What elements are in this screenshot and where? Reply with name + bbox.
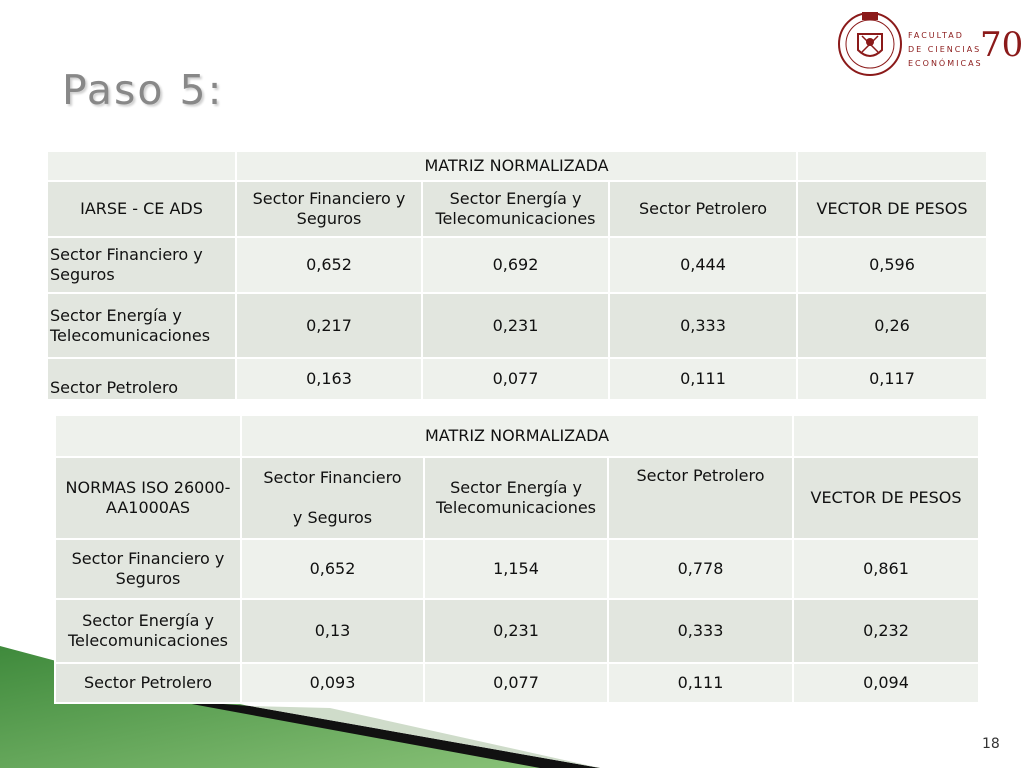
matrix-value: 0,231 (422, 293, 609, 358)
column-header: Sector Petrolero (608, 457, 793, 539)
matrix-value: 0,444 (609, 237, 797, 293)
matrix-value: 0,077 (422, 358, 609, 400)
vector-header: VECTOR DE PESOS (797, 181, 987, 237)
matrix-value: 0,333 (608, 599, 793, 663)
empty-cell (47, 151, 236, 181)
matrix-value: 0,093 (241, 663, 424, 703)
page-number: 18 (982, 736, 1000, 752)
column-header: Sector Financiero y Seguros (236, 181, 422, 237)
anniversary-mark: 70 (980, 25, 1024, 65)
matrix-value: 0,163 (236, 358, 422, 400)
row-label: Sector Petrolero (55, 663, 241, 703)
table-row (55, 663, 979, 703)
table-row (55, 539, 979, 599)
row-label: Sector Energía y Telecomunicaciones (55, 599, 241, 663)
row-label: Sector Financiero y Seguros (47, 237, 236, 293)
row-label: Sector Energía y Telecomunicaciones (47, 293, 236, 358)
matrix-value: 0,111 (609, 358, 797, 400)
matrix-value: 0,077 (424, 663, 608, 703)
column-header: Sector Energía y Telecomunicaciones (424, 457, 608, 539)
slide-title: Paso 5: (62, 66, 224, 114)
matrix-value: 0,217 (236, 293, 422, 358)
matrix-value: 0,652 (236, 237, 422, 293)
row-header-label: NORMAS ISO 26000- AA1000AS (55, 457, 241, 539)
column-header: Sector Petrolero (609, 181, 797, 237)
row-label: Sector Financiero y Seguros (55, 539, 241, 599)
empty-cell (55, 415, 241, 457)
weight-value: 0,596 (797, 237, 987, 293)
matrix-value: 0,692 (422, 237, 609, 293)
matrix-header: MATRIZ NORMALIZADA (241, 415, 793, 457)
matrix-value: 1,154 (424, 539, 608, 599)
column-header (241, 457, 424, 539)
table-row (47, 237, 987, 293)
column-header-line: Sector Financiero (263, 468, 402, 487)
matrix-value: 0,111 (608, 663, 793, 703)
weight-value: 0,094 (793, 663, 979, 703)
matrix-value: 0,333 (609, 293, 797, 358)
table-row (55, 599, 979, 663)
normalized-matrix-table-1 (46, 150, 988, 401)
weight-value: 0,232 (793, 599, 979, 663)
column-header: Sector Energía y Telecomunicaciones (422, 181, 609, 237)
matrix-value: 0,231 (424, 599, 608, 663)
matrix-value: 0,652 (241, 539, 424, 599)
row-header-label: IARSE - CE ADS (47, 181, 236, 237)
matrix-value: 0,13 (241, 599, 424, 663)
table-row (47, 293, 987, 358)
matrix-value: 0,778 (608, 539, 793, 599)
weight-value: 0,117 (797, 358, 987, 400)
vector-header: VECTOR DE PESOS (793, 457, 979, 539)
university-seal-icon (836, 6, 904, 82)
weight-value: 0,26 (797, 293, 987, 358)
empty-cell (793, 415, 979, 457)
matrix-header: MATRIZ NORMALIZADA (236, 151, 797, 181)
empty-cell (797, 151, 987, 181)
column-header-line: y Seguros (292, 508, 373, 527)
row-label: Sector Petrolero (47, 358, 236, 400)
table-row (47, 358, 987, 400)
weight-value: 0,861 (793, 539, 979, 599)
faculty-name: FACULTAD DE CIENCIAS ECONÓMICAS (908, 31, 983, 68)
normalized-matrix-table-2 (54, 414, 980, 704)
